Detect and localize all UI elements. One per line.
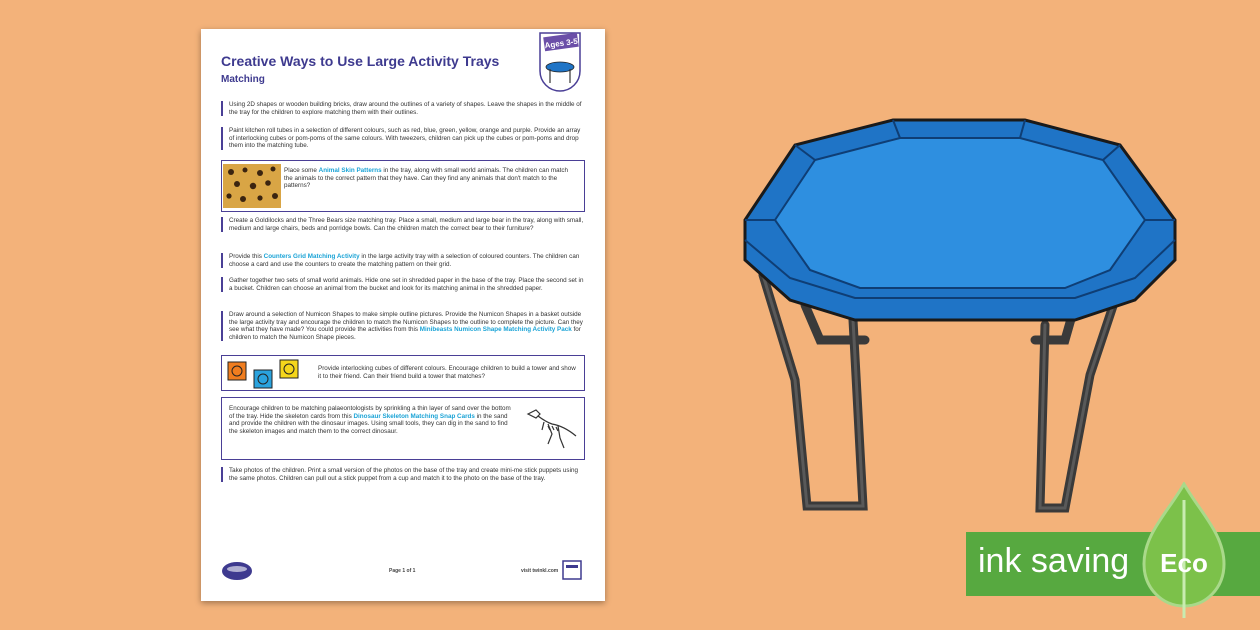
ages-badge-label: Ages 3-5 [544,36,579,51]
paragraph-small-world: Gather together two sets of small world animals. Hide one set in shredded paper in the base of the tray. Place the second set in a bucket. Children can choose an animal from the bucket and look for its matching animal in the shredded paper. [221,277,585,292]
tray-basin [775,138,1145,288]
ink-saving-label: ink saving [978,542,1130,580]
page-footer [221,559,585,581]
page-number: Page 1 of 1 [389,568,416,574]
quality-badge-icon [561,559,583,581]
animal-skin-patterns-link[interactable]: Animal Skin Patterns [318,167,382,174]
dinosaur-skeleton-link[interactable]: Dinosaur Skeleton Matching Snap Cards [353,412,475,420]
counters-grid-link[interactable]: Counters Grid Matching Activity [263,253,360,260]
dinosaur-box [221,397,585,460]
paragraph-photos: Take photos of the children. Print a small version of the photos on the base of the tray and create mini-me stick puppets using the same photos. Children can pull out a stick puppet from a cup and match it to the photo on the base of the tray. [221,467,585,482]
ages-badge [536,31,584,93]
minibeasts-numicon-link[interactable]: Minibeasts Numicon Shape Matching Activity Pack [419,326,572,334]
worksheet-preview [201,29,605,601]
interlocking-cubes-image [224,358,300,390]
animal-skin-text: Place some Animal Skin Patterns in the tray, along with small world animals. The children can match the animals to the correct pattern that they have. Can they find any animals that don't match to the patterns? [284,167,568,190]
paragraph-numicon: Draw around a selection of Numicon Shapes to make simple outline pictures. Provide the Numicon Shapes in a basket outside the large activity tray and encourage the children to match the Numicon Shapes to the outline to complete the picture. Can they see what they have made? You could provide the activities from this Minibeasts Numicon Shape Matching Activity Pack for children to match the Numicon Shape pieces. [221,311,585,341]
cubes-text: Provide interlocking cubes of different colours. Encourage children to build a tower and show it to their friend. Can their friend build a tower that matches? [318,365,576,380]
eco-leaf-label: Eco [1160,548,1208,578]
paragraph-counters: Provide this Counters Grid Matching Activity in the large activity tray with a selection of coloured counters. The children can choose a card and use the counters to create the matching pattern on their grid. [221,253,585,268]
activity-tray-illustration [735,110,1185,520]
twinkl-logo [221,561,253,581]
paragraph-goldilocks: Create a Goldilocks and the Three Bears size matching tray. Place a small, medium and large bear in the tray, along with small, medium and large chairs, beds and porridge bowls. Can the children match the correct bear to their furniture? [221,217,585,232]
animal-skin-box [221,160,585,212]
leopard-print-image [223,164,281,208]
visit-link[interactable]: visit twinkl.com [521,568,559,574]
dinosaur-text: Encourage children to be matching palaeontologists by sprinkling a thin layer of sand over the bottom of the tray. Hide the skeleton cards from this Dinosaur Skeleton Matching Snap Cards in the sand and provide the children with the dinosaur images. Using small tools, they can dig in the sand to find the skeleton images and match them to the correct dinosaur. [229,405,511,435]
paragraph-shapes: Using 2D shapes or wooden building bricks, draw around the outlines of a variety of shapes. Leave the shapes in the middle of the tray for the children to explore matching them with their outlines. [221,101,585,116]
cubes-box [221,355,585,391]
dinosaur-skeleton-icon [518,400,580,456]
eco-leaf-icon [1142,482,1226,620]
paragraph-tubes: Paint kitchen roll tubes in a selection of different colours, such as red, blue, green, yellow, orange and purple. Provide an array of interlocking cubes or pom-poms of the same colours. With tweezers, children can pick up the cubes or pom-poms and drop them into the matching tube. [221,127,585,150]
page-subtitle: Matching [221,74,265,85]
page-title: Creative Ways to Use Large Activity Trays [221,53,500,69]
